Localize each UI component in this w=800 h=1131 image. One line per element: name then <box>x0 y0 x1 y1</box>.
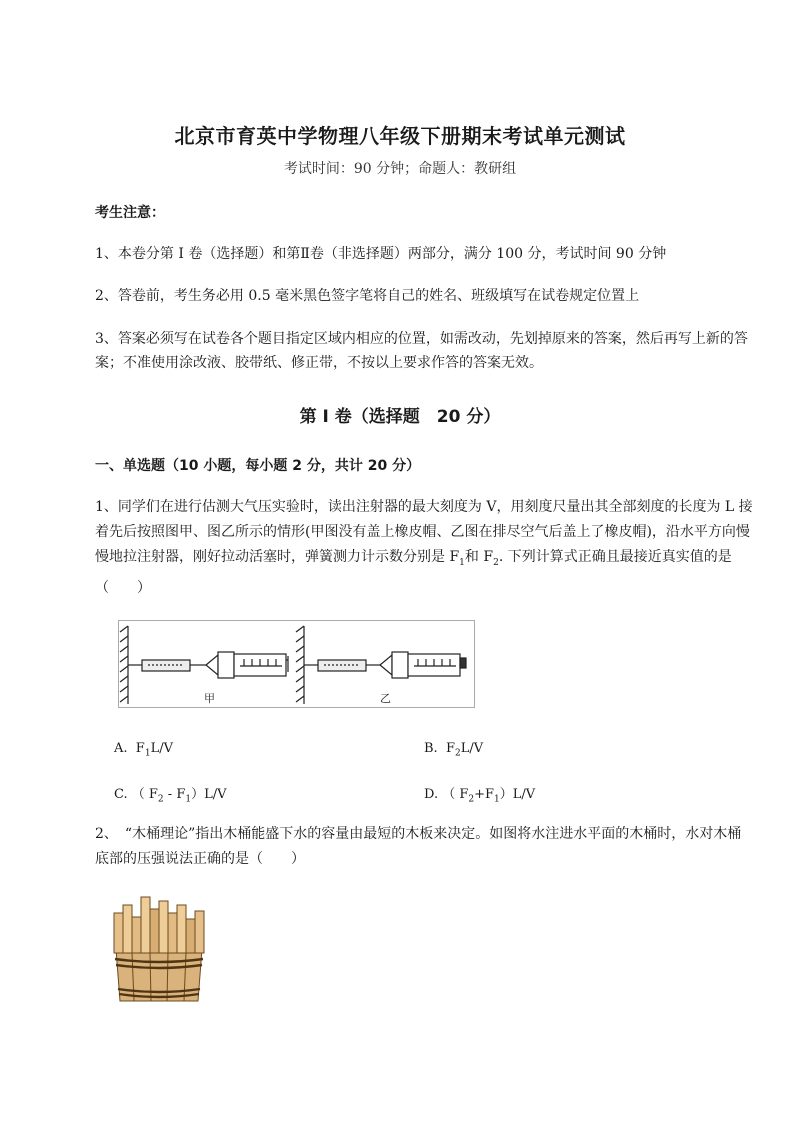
page-title: 北京市育英中学物理八年级下册期末考试单元测试 <box>174 124 626 148</box>
option-a[interactable]: A. $F_1L/V$ <box>114 741 173 759</box>
question-1-text-a: 1、同学们在进行估测大气压实验时，读出注射器的最大刻度为 V，用刻度尺量出其全部刻度的长度为 L 接着先后按照图甲、图乙所示的情形(甲图没有盖上橡皮帽、乙图在排尽空气后盖上了橡皮帽)，沿水平方向慢慢地拉注射器，刚好拉动活塞时，弹簧测力计示数分别是 F <box>95 499 753 565</box>
syringe-figure <box>118 620 475 708</box>
part-heading: 一、单选题（10 小题，每小题 2 分，共计 20 分） <box>95 458 421 474</box>
figure-label-left: 甲 <box>204 692 215 705</box>
notice-item-1: 1、本卷分第 I 卷（选择题）和第Ⅱ卷（非选择题）两部分，满分 100 分，考试时间 90 分钟 <box>95 246 667 262</box>
exam-info: 考试时间：90 分钟；命题人：教研组 <box>283 161 517 177</box>
f2-subscript: 2 <box>493 557 499 568</box>
wooden-bucket-icon <box>104 893 214 1005</box>
option-b[interactable]: B. $F_2L/V$ <box>424 741 484 759</box>
question-2-text: 2、 “木桶理论”指出木桶能盛下水的容量由最短的木板来决定。如图将水注进水平面的木桶时，水对木桶底部的压强说法正确的是（ ） <box>95 826 742 867</box>
option-d[interactable]: D. （ $F_2+F_1)L/V$ <box>424 787 536 805</box>
question-1-text-c: . 下列计算式正确且最接近真实值的是（ ） <box>95 549 732 596</box>
notice-heading: 考生注意： <box>95 205 165 221</box>
notice-item-3: 3、答案必须写在试卷各个题目指定区域内相应的位置，如需改动，先划掉原来的答案，然后再写上新的答案；不准使用涂改液、胶带纸、修正带，不按以上要求作答的答案无效。 <box>95 331 748 371</box>
notice-item-2: 2、答卷前，考生务必用 0.5 毫米黑色签字笔将自己的姓名、班级填写在试卷规定位置上 <box>95 288 640 304</box>
question-1-text-b: 和 F <box>464 549 494 565</box>
figure-label-right: 乙 <box>380 692 391 705</box>
question-1-text <box>95 495 755 601</box>
option-c[interactable]: C. （ $F_2 - F_1)L/V$ <box>114 787 227 805</box>
wooden-bucket-figure <box>104 893 214 1005</box>
section-title: 第 I 卷（选择题 20 分） <box>299 407 501 427</box>
f1-subscript: 1 <box>459 557 465 568</box>
syringe-diagram <box>118 620 475 708</box>
